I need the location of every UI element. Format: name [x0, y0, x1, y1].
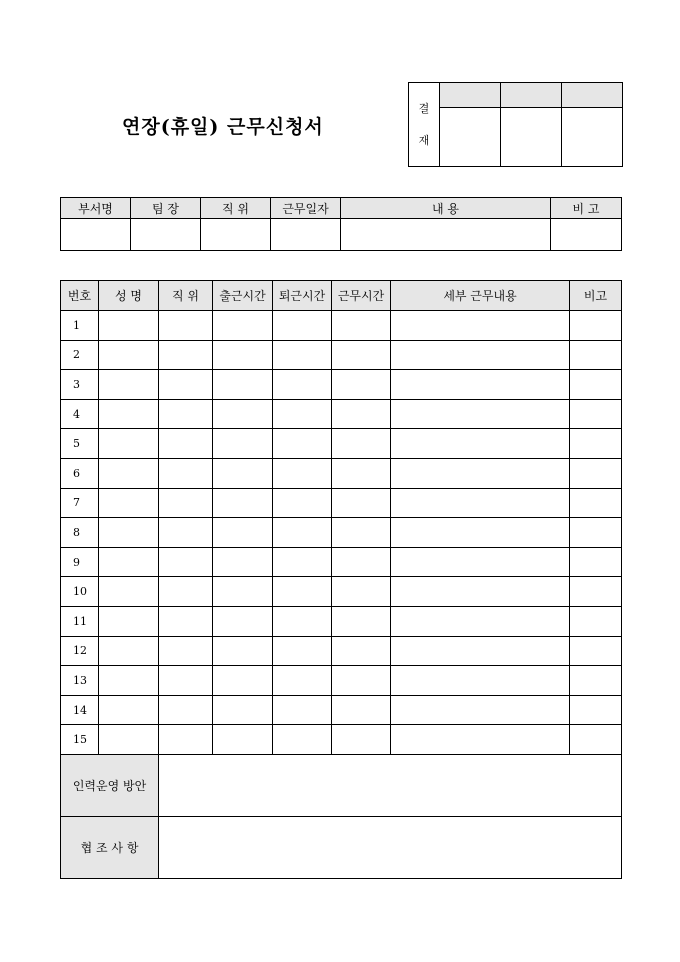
row-number: 14	[61, 695, 99, 725]
row-number: 2	[61, 340, 99, 370]
footer-label: 인력운영 방안	[61, 754, 159, 816]
table-input-cell[interactable]	[332, 311, 391, 341]
table-input-cell[interactable]	[273, 577, 332, 607]
table-input-cell[interactable]	[332, 458, 391, 488]
approval-label-top: 결	[418, 101, 430, 115]
table-input-cell[interactable]	[273, 606, 332, 636]
table-input-cell[interactable]	[213, 488, 273, 518]
table-input-cell[interactable]	[332, 370, 391, 400]
table-input-cell[interactable]	[213, 518, 273, 548]
table-input-cell[interactable]	[570, 518, 622, 548]
table-input-cell[interactable]	[213, 547, 273, 577]
dept-header-cell: 팀 장	[131, 198, 201, 219]
approval-sign-cell[interactable]	[501, 108, 562, 167]
table-input-cell[interactable]	[570, 577, 622, 607]
row-number: 5	[61, 429, 99, 459]
table-input-cell[interactable]	[159, 370, 213, 400]
table-input-cell[interactable]	[391, 518, 570, 548]
table-row	[61, 399, 622, 429]
table-input-cell[interactable]	[213, 577, 273, 607]
row-number: 12	[61, 636, 99, 666]
table-input-cell[interactable]	[99, 577, 159, 607]
row-number: 8	[61, 518, 99, 548]
table-row	[61, 725, 622, 755]
table-input-cell[interactable]	[332, 399, 391, 429]
dept-input-cell[interactable]	[131, 219, 201, 251]
table-input-cell[interactable]	[99, 666, 159, 696]
table-input-cell[interactable]	[273, 695, 332, 725]
table-input-cell[interactable]	[99, 695, 159, 725]
dept-header-cell: 근무일자	[271, 198, 341, 219]
row-number: 4	[61, 399, 99, 429]
table-input-cell[interactable]	[570, 666, 622, 696]
dept-input-cell[interactable]	[201, 219, 271, 251]
table-input-cell[interactable]	[570, 636, 622, 666]
row-number: 6	[61, 458, 99, 488]
table-input-cell[interactable]	[159, 488, 213, 518]
table-input-cell[interactable]	[332, 547, 391, 577]
row-number: 11	[61, 606, 99, 636]
table-input-cell[interactable]	[391, 311, 570, 341]
table-input-cell[interactable]	[213, 370, 273, 400]
table-input-cell[interactable]	[332, 488, 391, 518]
table-row	[61, 636, 622, 666]
row-number: 3	[61, 370, 99, 400]
table-input-cell[interactable]	[213, 606, 273, 636]
table-input-cell[interactable]	[391, 399, 570, 429]
dept-header-cell: 부서명	[61, 198, 131, 219]
table-input-cell[interactable]	[332, 577, 391, 607]
table-input-cell[interactable]	[159, 636, 213, 666]
table-input-cell[interactable]	[332, 429, 391, 459]
table-input-cell[interactable]	[391, 547, 570, 577]
table-input-cell[interactable]	[332, 695, 391, 725]
approval-title-cell[interactable]	[562, 83, 623, 108]
row-number: 15	[61, 725, 99, 755]
dept-header-cell: 직 위	[201, 198, 271, 219]
table-header-cell: 근무시간	[332, 281, 391, 311]
table-input-cell[interactable]	[273, 458, 332, 488]
table-input-cell[interactable]	[213, 666, 273, 696]
table-input-cell[interactable]	[570, 547, 622, 577]
row-number: 7	[61, 488, 99, 518]
footer-row	[61, 816, 622, 878]
table-input-cell[interactable]	[99, 458, 159, 488]
footer-label: 협 조 사 항	[61, 816, 159, 878]
table-input-cell[interactable]	[99, 547, 159, 577]
table-input-cell[interactable]	[570, 340, 622, 370]
approval-sign-cell[interactable]	[440, 108, 501, 167]
table-input-cell[interactable]	[332, 340, 391, 370]
row-number: 13	[61, 666, 99, 696]
table-input-cell[interactable]	[273, 547, 332, 577]
table-input-cell[interactable]	[213, 429, 273, 459]
table-input-cell[interactable]	[159, 399, 213, 429]
table-header-cell: 출근시간	[213, 281, 273, 311]
table-input-cell[interactable]	[273, 370, 332, 400]
work-table	[60, 280, 622, 879]
table-input-cell[interactable]	[391, 429, 570, 459]
table-input-cell[interactable]	[570, 458, 622, 488]
table-header-cell: 비고	[570, 281, 622, 311]
table-header-cell: 퇴근시간	[273, 281, 332, 311]
table-input-cell[interactable]	[159, 695, 213, 725]
table-input-cell[interactable]	[159, 725, 213, 755]
table-row	[61, 370, 622, 400]
table-header-cell: 성 명	[99, 281, 159, 311]
table-input-cell[interactable]	[159, 518, 213, 548]
table-input-cell[interactable]	[332, 518, 391, 548]
table-input-cell[interactable]	[159, 311, 213, 341]
table-input-cell[interactable]	[99, 606, 159, 636]
table-input-cell[interactable]	[391, 577, 570, 607]
table-input-cell[interactable]	[273, 399, 332, 429]
table-input-cell[interactable]	[332, 606, 391, 636]
table-row	[61, 488, 622, 518]
dept-header-cell: 비 고	[551, 198, 622, 219]
table-row	[61, 606, 622, 636]
table-input-cell[interactable]	[99, 399, 159, 429]
table-input-cell[interactable]	[570, 695, 622, 725]
table-header-cell: 세부 근무내용	[391, 281, 570, 311]
table-input-cell[interactable]	[391, 340, 570, 370]
table-input-cell[interactable]	[99, 311, 159, 341]
table-input-cell[interactable]	[391, 636, 570, 666]
table-row	[61, 577, 622, 607]
table-input-cell[interactable]	[159, 666, 213, 696]
table-input-cell[interactable]	[99, 429, 159, 459]
table-input-cell[interactable]	[570, 311, 622, 341]
table-input-cell[interactable]	[391, 725, 570, 755]
table-input-cell[interactable]	[570, 606, 622, 636]
approval-title-cell[interactable]	[440, 83, 501, 108]
table-input-cell[interactable]	[273, 636, 332, 666]
approval-sign-cell[interactable]	[562, 108, 623, 167]
table-input-cell[interactable]	[273, 311, 332, 341]
table-input-cell[interactable]	[213, 636, 273, 666]
table-input-cell[interactable]	[391, 695, 570, 725]
table-row	[61, 429, 622, 459]
table-input-cell[interactable]	[391, 458, 570, 488]
table-input-cell[interactable]	[213, 458, 273, 488]
table-input-cell[interactable]	[99, 340, 159, 370]
table-input-cell[interactable]	[332, 636, 391, 666]
table-input-cell[interactable]	[273, 666, 332, 696]
table-header-cell: 번호	[61, 281, 99, 311]
table-row	[61, 518, 622, 548]
table-input-cell[interactable]	[159, 577, 213, 607]
table-input-cell[interactable]	[273, 518, 332, 548]
footer-input-cell[interactable]	[159, 816, 622, 878]
row-number: 9	[61, 547, 99, 577]
table-input-cell[interactable]	[213, 311, 273, 341]
approval-title-cell[interactable]	[501, 83, 562, 108]
table-input-cell[interactable]	[273, 429, 332, 459]
table-row	[61, 547, 622, 577]
table-row	[61, 695, 622, 725]
table-input-cell[interactable]	[391, 666, 570, 696]
approval-label-bottom: 재	[418, 133, 430, 147]
table-input-cell[interactable]	[213, 725, 273, 755]
table-input-cell[interactable]	[332, 666, 391, 696]
table-input-cell[interactable]	[213, 695, 273, 725]
table-input-cell[interactable]	[159, 340, 213, 370]
table-row	[61, 666, 622, 696]
table-row	[61, 340, 622, 370]
table-input-cell[interactable]	[570, 370, 622, 400]
table-input-cell[interactable]	[391, 488, 570, 518]
table-input-cell[interactable]	[159, 458, 213, 488]
dept-input-cell[interactable]	[61, 219, 131, 251]
dept-input-cell[interactable]	[271, 219, 341, 251]
table-header-cell: 직 위	[159, 281, 213, 311]
department-table	[60, 197, 622, 251]
table-input-cell[interactable]	[213, 399, 273, 429]
table-input-cell[interactable]	[332, 725, 391, 755]
table-input-cell[interactable]	[273, 488, 332, 518]
dept-input-cell[interactable]	[551, 219, 622, 251]
footer-row	[61, 754, 622, 816]
approval-box	[408, 82, 623, 167]
table-input-cell[interactable]	[570, 725, 622, 755]
table-input-cell[interactable]	[159, 547, 213, 577]
table-input-cell[interactable]	[99, 488, 159, 518]
dept-header-cell: 내 용	[341, 198, 551, 219]
page-title: 연장(휴일) 근무신청서	[122, 116, 324, 138]
table-input-cell[interactable]	[570, 399, 622, 429]
table-input-cell[interactable]	[570, 488, 622, 518]
table-row	[61, 458, 622, 488]
footer-input-cell[interactable]	[159, 754, 622, 816]
table-input-cell[interactable]	[213, 340, 273, 370]
approval-label	[409, 83, 440, 167]
table-row	[61, 311, 622, 341]
table-input-cell[interactable]	[99, 370, 159, 400]
table-input-cell[interactable]	[570, 429, 622, 459]
table-input-cell[interactable]	[99, 725, 159, 755]
table-input-cell[interactable]	[391, 370, 570, 400]
table-input-cell[interactable]	[99, 518, 159, 548]
table-input-cell[interactable]	[391, 606, 570, 636]
row-number: 10	[61, 577, 99, 607]
table-input-cell[interactable]	[159, 606, 213, 636]
table-input-cell[interactable]	[99, 636, 159, 666]
dept-input-cell[interactable]	[341, 219, 551, 251]
row-number: 1	[61, 311, 99, 341]
table-input-cell[interactable]	[273, 340, 332, 370]
table-input-cell[interactable]	[273, 725, 332, 755]
table-input-cell[interactable]	[159, 429, 213, 459]
